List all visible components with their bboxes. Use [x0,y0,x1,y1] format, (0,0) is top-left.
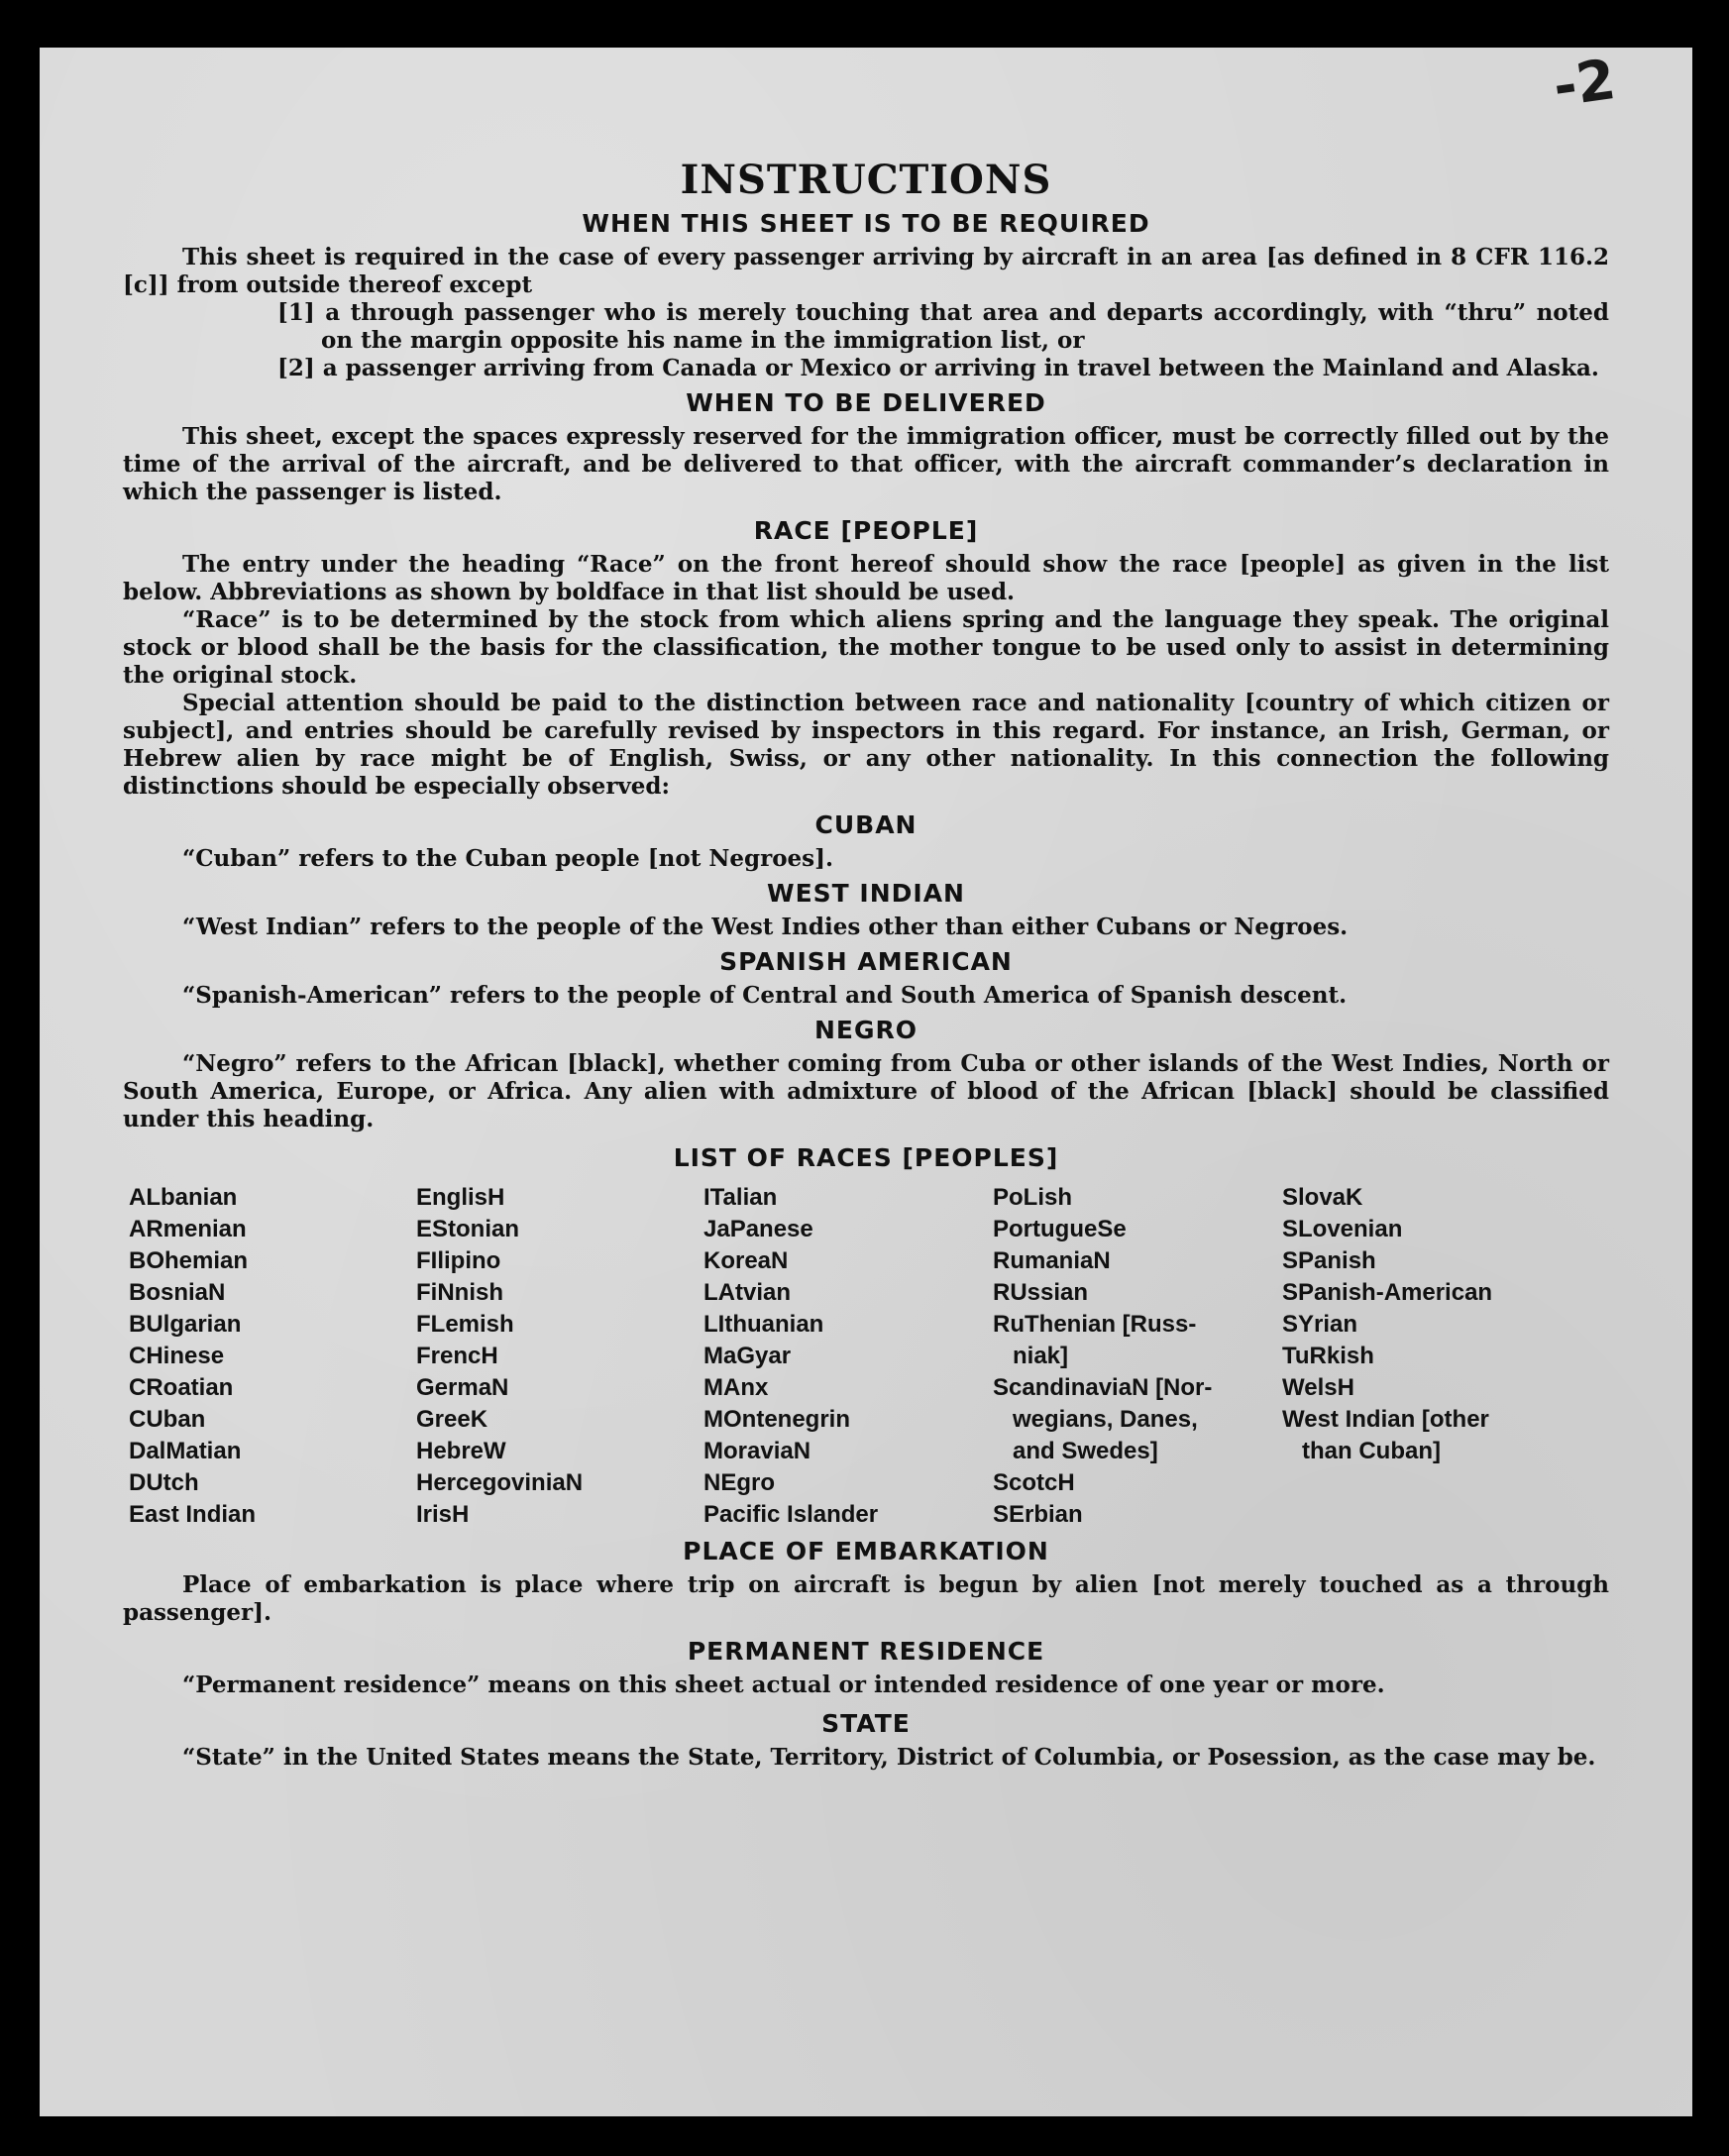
heading-required: WHEN THIS SHEET IS TO BE REQUIRED [582,209,1150,238]
races-column-3 [703,1182,993,1531]
race-item: ScotcH [993,1469,1075,1496]
cuban-text: “Cuban” refers to the Cuban people [not Negroes]. [182,845,834,872]
race-item: DalMatian [129,1438,242,1464]
required-item-2: [2] a passenger arriving from Canada or Mexico or arriving in travel between the Mainland and Alaska. [277,355,1599,381]
delivered-text: This sheet, except the spaces expressly reserved for the immigration officer, must be correctly filled out by the time of the arrival of the aircraft, and be delivered to that officer, with the aircraft commander’s declaration in which the passenger is listed. [123,423,1609,505]
heading-west-indian: WEST INDIAN [767,879,965,908]
heading-races-list: LIST OF RACES [PEOPLES] [673,1143,1059,1172]
negro-text: “Negro” refers to the African [black], whether coming from Cuba or other islands of the West Indies, North or South America, Europe, or Africa. Any alien with admixture of blood of the African [black] should be classified under this heading. [123,1050,1609,1132]
race-item: SPanish-American [1282,1279,1493,1306]
race-item: ScandinaviaN [Nor- [993,1374,1213,1401]
race-paragraph-2: “Race” is to be determined by the stock from which aliens spring and the language they speak. The original stock or blood shall be the basis for the classification, the mother tongue to be used only to assist in determining the original stock. [123,606,1609,689]
race-item: GreeK [416,1406,488,1433]
spanish-american-text: “Spanish-American” refers to the people of Central and South America of Spanish descent. [182,982,1348,1009]
race-paragraph-3: Special attention should be paid to the distinction between race and nationality [country of which citizen or subject], and entries should be carefully revised by inspectors in this regard. For instance, an Irish, German, or Hebrew alien by race might be of English, Swiss, or any other nationality. In this connection the following distinctions should be especially observed: [123,690,1609,800]
race-item: WelsH [1282,1374,1354,1401]
race-item: PoLish [993,1184,1073,1211]
required-intro: This sheet is required in the case of every passenger arriving by aircraft in an area [as defined in 8 CFR 116.2 [c]] from outside thereof except [123,244,1609,298]
heading-race: RACE [PEOPLE] [753,516,979,545]
race-item: DUtch [129,1469,199,1496]
document-sheet [40,48,1692,2116]
race-item: RumaniaN [993,1247,1111,1274]
heading-state: STATE [821,1709,911,1738]
heading-delivered: WHEN TO BE DELIVERED [686,388,1046,417]
race-item: LAtvian [703,1279,792,1306]
race-item: ALbanian [129,1184,238,1211]
race-item: BosniaN [129,1279,226,1306]
race-item: East Indian [129,1501,257,1528]
race-item: TuRkish [1282,1343,1374,1369]
races-column-1 [129,1182,416,1531]
race-item: LIthuanian [703,1311,824,1338]
race-item: KoreaN [703,1247,789,1274]
race-item: HebreW [416,1438,506,1464]
race-item: SErbian [993,1501,1083,1528]
heading-embarkation: PLACE OF EMBARKATION [683,1537,1049,1565]
race-item: CUban [129,1406,206,1433]
race-item: BUlgarian [129,1311,242,1338]
race-item: SlovaK [1282,1184,1363,1211]
page-title: INSTRUCTIONS [680,157,1052,203]
race-item: MaGyar [703,1343,792,1369]
race-item: and Swedes] [993,1438,1158,1464]
race-item: than Cuban] [1282,1438,1441,1464]
race-item: Pacific Islander [703,1501,879,1528]
heading-negro: NEGRO [813,1016,919,1044]
west-indian-text: “West Indian” refers to the people of the West Indies other than either Cubans or Negroes. [182,914,1349,940]
race-item: PortugueSe [993,1216,1127,1242]
race-item: FiNnish [416,1279,503,1306]
race-item: HercegoviniaN [416,1469,584,1496]
race-item: JaPanese [703,1216,813,1242]
heading-cuban: CUBAN [814,810,918,839]
heading-spanish-american: SPANISH AMERICAN [719,947,1013,976]
race-item: MoraviaN [703,1438,811,1464]
race-item: RUssian [993,1279,1089,1306]
race-item: SLovenian [1282,1216,1403,1242]
required-item-1: [1] a through passenger who is merely touching that area and departs accordingly, with “thru” noted on the margin opposite his name in the immigration list, or [277,299,1609,354]
race-item: IrisH [416,1501,470,1528]
heading-permanent-residence: PERMANENT RESIDENCE [687,1637,1045,1666]
permanent-residence-text: “Permanent residence” means on this sheet actual or intended residence of one year or more. [182,1671,1385,1698]
race-item: FLemish [416,1311,514,1338]
race-item: NEgro [703,1469,775,1496]
races-list [129,1182,1615,1531]
race-item: FrencH [416,1343,498,1369]
races-column-2 [416,1182,703,1531]
race-item: EnglisH [416,1184,505,1211]
race-item: ITalian [703,1184,778,1211]
races-column-5 [1282,1182,1560,1531]
page-mark: -2 [1549,48,1620,121]
race-item: CHinese [129,1343,225,1369]
race-item: SPanish [1282,1247,1376,1274]
race-item: wegians, Danes, [993,1406,1198,1433]
race-item: CRoatian [129,1374,234,1401]
races-column-4 [993,1182,1282,1531]
race-item: GermaN [416,1374,509,1401]
race-item: BOhemian [129,1247,249,1274]
race-item: FIlipino [416,1247,501,1274]
race-paragraph-1: The entry under the heading “Race” on the front hereof should show the race [people] as given in the list below. Abbreviations as shown by boldface in that list should be used. [123,551,1609,605]
race-item: RuThenian [Russ- [993,1311,1197,1338]
race-item: ARmenian [129,1216,247,1242]
race-item: MAnx [703,1374,769,1401]
race-item: SYrian [1282,1311,1358,1338]
race-item: EStonian [416,1216,520,1242]
race-item: West Indian [other [1282,1406,1489,1433]
race-item: MOntenegrin [703,1406,850,1433]
instructions-content [123,157,1609,1772]
embarkation-text: Place of embarkation is place where trip on aircraft is begun by alien [not merely touched as a through passenger]. [123,1571,1609,1626]
race-item: niak] [993,1343,1069,1369]
state-text: “State” in the United States means the State, Territory, District of Columbia, or Posession, as the case may be. [182,1744,1596,1771]
